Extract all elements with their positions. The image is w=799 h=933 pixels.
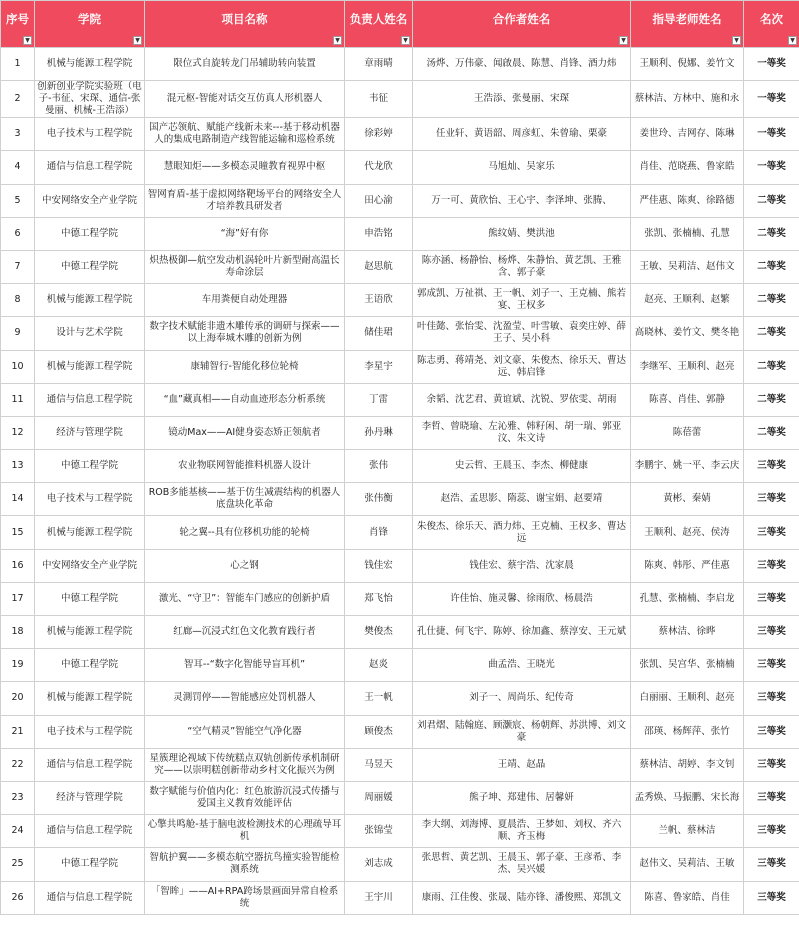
table-row xyxy=(1,48,799,81)
cell-leader: 徐彩婷 xyxy=(345,118,413,151)
cell-leader: 张伟衡 xyxy=(345,483,413,516)
cell-project: “海”好有你 xyxy=(145,217,345,250)
cell-advisors: 陈爽、韩彤、严佳惠 xyxy=(631,549,744,582)
cell-college: 机械与能源工程学院 xyxy=(35,284,145,317)
cell-no: 6 xyxy=(1,217,35,250)
cell-no: 16 xyxy=(1,549,35,582)
cell-advisors: 严佳惠、陈爽、徐路德 xyxy=(631,184,744,217)
filter-dropdown-icon[interactable]: ▼ xyxy=(732,36,741,45)
cell-college: 通信与信息工程学院 xyxy=(35,151,145,184)
table-row xyxy=(1,383,799,416)
cell-leader: 章雨晴 xyxy=(345,48,413,81)
table-row xyxy=(1,649,799,682)
cell-college: 机械与能源工程学院 xyxy=(35,682,145,715)
cell-project: 农业物联网智能推料机器人设计 xyxy=(145,450,345,483)
cell-project: ROB多能基核——基于仿生减震结构的机器人底盘块化革命 xyxy=(145,483,345,516)
cell-leader: 王语欣 xyxy=(345,284,413,317)
cell-rank: 一等奖 xyxy=(744,81,799,118)
table-row xyxy=(1,151,799,184)
cell-advisors: 兰帆、蔡林洁 xyxy=(631,815,744,848)
header-label: 负责人姓名 xyxy=(349,12,408,26)
cell-college: 中德工程学院 xyxy=(35,250,145,283)
filter-dropdown-icon[interactable]: ▼ xyxy=(788,36,797,45)
cell-rank: 三等奖 xyxy=(744,649,799,682)
cell-rank: 三等奖 xyxy=(744,483,799,516)
cell-rank: 三等奖 xyxy=(744,781,799,814)
cell-project: 限位式自旋转龙门吊辅助转向装置 xyxy=(145,48,345,81)
table-row xyxy=(1,317,799,350)
cell-partners: 王浩添、张曼丽、宋琛 xyxy=(413,81,631,118)
cell-college: 中安网络安全产业学院 xyxy=(35,184,145,217)
cell-rank: 二等奖 xyxy=(744,217,799,250)
cell-project: “空气精灵”智能空气净化器 xyxy=(145,715,345,748)
filter-dropdown-icon[interactable]: ▼ xyxy=(619,36,628,45)
cell-rank: 三等奖 xyxy=(744,516,799,549)
cell-college: 通信与信息工程学院 xyxy=(35,748,145,781)
cell-project: 轮之翼--具有位移机功能的轮椅 xyxy=(145,516,345,549)
header-advisors xyxy=(631,1,744,48)
cell-rank: 三等奖 xyxy=(744,682,799,715)
cell-partners: 钱佳宏、蔡宇浩、沈家晨 xyxy=(413,549,631,582)
cell-project: 慧眼知炬——多模态灵瞳教育视界中枢 xyxy=(145,151,345,184)
cell-advisors: 陈喜、肖佳、郭静 xyxy=(631,383,744,416)
cell-advisors: 王顺利、赵亮、侯涛 xyxy=(631,516,744,549)
cell-college: 经济与管理学院 xyxy=(35,781,145,814)
cell-partners: 熊纹婧、樊洪池 xyxy=(413,217,631,250)
cell-partners: 孔仕捷、何飞宇、陈婷、徐加鑫、蔡淳安、王元斌 xyxy=(413,616,631,649)
cell-no: 3 xyxy=(1,118,35,151)
cell-advisors: 陈喜、鲁家皓、肖佳 xyxy=(631,881,744,914)
cell-no: 11 xyxy=(1,383,35,416)
cell-college: 中德工程学院 xyxy=(35,450,145,483)
table-row xyxy=(1,184,799,217)
table-row xyxy=(1,748,799,781)
cell-project: 智航护翼——多模态航空器抗鸟撞实验智能检测系统 xyxy=(145,848,345,881)
cell-leader: 代龙欣 xyxy=(345,151,413,184)
cell-project: 智网育盾-基于虚拟网络靶场平台的网络安全人才培养教具研发者 xyxy=(145,184,345,217)
cell-project: 激光、“守卫”：智能车门感应的创新护盾 xyxy=(145,582,345,615)
cell-leader: 张锦莹 xyxy=(345,815,413,848)
table-row xyxy=(1,682,799,715)
cell-advisors: 孟秀焕、马振鹏、宋长海 xyxy=(631,781,744,814)
header-project xyxy=(145,1,345,48)
cell-partners: 史云哲、王晨玉、李杰、柳健康 xyxy=(413,450,631,483)
cell-leader: 肖锋 xyxy=(345,516,413,549)
cell-no: 26 xyxy=(1,881,35,914)
cell-no: 25 xyxy=(1,848,35,881)
table-body xyxy=(1,48,799,915)
cell-college: 电子技术与工程学院 xyxy=(35,483,145,516)
cell-rank: 三等奖 xyxy=(744,450,799,483)
cell-college: 机械与能源工程学院 xyxy=(35,616,145,649)
cell-leader: 赵炎 xyxy=(345,649,413,682)
table-row xyxy=(1,516,799,549)
cell-partners: 余韬、沈艺君、黄谊斌、沈锐、罗依雯、胡雨 xyxy=(413,383,631,416)
cell-partners: 许佳怡、施灵馨、徐雨欣、杨晨浩 xyxy=(413,582,631,615)
cell-rank: 三等奖 xyxy=(744,748,799,781)
cell-college: 中德工程学院 xyxy=(35,217,145,250)
table-row xyxy=(1,250,799,283)
cell-advisors: 张凯、张楠楠、孔慧 xyxy=(631,217,744,250)
cell-no: 4 xyxy=(1,151,35,184)
table-row xyxy=(1,118,799,151)
cell-rank: 一等奖 xyxy=(744,48,799,81)
header-label: 指导老师姓名 xyxy=(652,12,722,26)
cell-project: 数字赋能与价值内化：红色旅游沉浸式传播与爱国主义教育效能评估 xyxy=(145,781,345,814)
cell-project: 心之钢 xyxy=(145,549,345,582)
cell-partners: 陈志勇、蒋靖尧、刘文豪、朱俊杰、徐乐天、曹达远、韩启锋 xyxy=(413,350,631,383)
cell-college: 中德工程学院 xyxy=(35,848,145,881)
cell-leader: 郑飞怡 xyxy=(345,582,413,615)
cell-rank: 三等奖 xyxy=(744,616,799,649)
cell-project: 康辅智行-智能化移位轮椅 xyxy=(145,350,345,383)
cell-college: 通信与信息工程学院 xyxy=(35,383,145,416)
filter-dropdown-icon[interactable]: ▼ xyxy=(23,36,32,45)
cell-leader: 刘志成 xyxy=(345,848,413,881)
header-partners xyxy=(413,1,631,48)
cell-no: 13 xyxy=(1,450,35,483)
cell-advisors: 黄彬、秦婧 xyxy=(631,483,744,516)
cell-no: 2 xyxy=(1,81,35,118)
cell-partners: 刘子一、周尚乐、纪传奇 xyxy=(413,682,631,715)
cell-project: 数字技术赋能非遗木雕传承的调研与探索——以上海奉城木雕的创新为例 xyxy=(145,317,345,350)
table-row xyxy=(1,284,799,317)
cell-rank: 二等奖 xyxy=(744,317,799,350)
cell-project: 车用粪便自动处理器 xyxy=(145,284,345,317)
cell-college: 电子技术与工程学院 xyxy=(35,118,145,151)
cell-advisors: 蔡林洁、胡婷、李文钊 xyxy=(631,748,744,781)
cell-rank: 二等奖 xyxy=(744,350,799,383)
cell-college: 通信与信息工程学院 xyxy=(35,815,145,848)
cell-partners: 康雨、江佳俊、张晟、陆亦锋、潘俊熙、郑凯文 xyxy=(413,881,631,914)
cell-leader: 李星宇 xyxy=(345,350,413,383)
cell-no: 1 xyxy=(1,48,35,81)
cell-no: 17 xyxy=(1,582,35,615)
cell-no: 23 xyxy=(1,781,35,814)
table-row xyxy=(1,815,799,848)
cell-partners: 万一可、黄欣怡、王心宇、李泽坤、张腾、 xyxy=(413,184,631,217)
cell-partners: 熊子坤、郑建伟、居馨妍 xyxy=(413,781,631,814)
table-row xyxy=(1,848,799,881)
header-no xyxy=(1,1,35,48)
cell-partners: 马旭灿、吴家乐 xyxy=(413,151,631,184)
cell-partners: 李大纲、刘海博、夏晨浩、王梦如、刘权、齐六顺、齐玉梅 xyxy=(413,815,631,848)
cell-project: 「智眸」——AI+RPA跨场景画面异常自检系统 xyxy=(145,881,345,914)
cell-no: 20 xyxy=(1,682,35,715)
header-row xyxy=(1,1,799,48)
cell-rank: 三等奖 xyxy=(744,549,799,582)
cell-project: 国产芯领航、赋能产线新未来---基于移动机器人的集成电路制造产线智能运输和巡检系统 xyxy=(145,118,345,151)
header-label: 名次 xyxy=(760,12,783,26)
cell-no: 10 xyxy=(1,350,35,383)
cell-rank: 三等奖 xyxy=(744,848,799,881)
header-college xyxy=(35,1,145,48)
cell-partners: 李哲、曾晓瑜、左沁雅、韩籽闲、胡一瑞、郭亚汶、朱文诗 xyxy=(413,416,631,449)
cell-partners: 陈亦涵、杨静怡、杨烨、朱静怡、黄艺凯、王雅含、郭子豪 xyxy=(413,250,631,283)
cell-rank: 二等奖 xyxy=(744,383,799,416)
cell-advisors: 赵伟文、吴莉洁、王敏 xyxy=(631,848,744,881)
cell-advisors: 陈蓓蕾 xyxy=(631,416,744,449)
cell-advisors: 王敏、吴莉洁、赵伟文 xyxy=(631,250,744,283)
cell-college: 中德工程学院 xyxy=(35,649,145,682)
table-row xyxy=(1,217,799,250)
table-row xyxy=(1,483,799,516)
cell-college: 机械与能源工程学院 xyxy=(35,48,145,81)
cell-leader: 田心渝 xyxy=(345,184,413,217)
cell-project: 智耳--“数字化智能导盲耳机” xyxy=(145,649,345,682)
table-row xyxy=(1,450,799,483)
table-row xyxy=(1,881,799,914)
cell-college: 机械与能源工程学院 xyxy=(35,516,145,549)
cell-no: 22 xyxy=(1,748,35,781)
cell-advisors: 张凯、吴宫华、张楠楠 xyxy=(631,649,744,682)
filter-dropdown-icon[interactable]: ▼ xyxy=(333,36,342,45)
cell-advisors: 李继军、王顺利、赵亮 xyxy=(631,350,744,383)
cell-no: 9 xyxy=(1,317,35,350)
cell-project: 灵測罚停——智能感应处罚机器人 xyxy=(145,682,345,715)
cell-project: 镜动Max——AI健身姿态矫正领航者 xyxy=(145,416,345,449)
header-label: 项目名称 xyxy=(221,12,268,26)
cell-no: 12 xyxy=(1,416,35,449)
cell-rank: 一等奖 xyxy=(744,151,799,184)
cell-no: 21 xyxy=(1,715,35,748)
cell-advisors: 李鹏宇、姚一平、李云庆 xyxy=(631,450,744,483)
cell-leader: 申浩铭 xyxy=(345,217,413,250)
cell-advisors: 高晓林、姜竹文、樊冬艳 xyxy=(631,317,744,350)
cell-college: 创新创业学院实验班（电子-韦征、宋琛、通信-张曼丽、机械-王浩添） xyxy=(35,81,145,118)
cell-no: 19 xyxy=(1,649,35,682)
cell-advisors: 孔慧、张楠楠、李启龙 xyxy=(631,582,744,615)
cell-rank: 三等奖 xyxy=(744,881,799,914)
cell-partners: 朱俊杰、徐乐天、酒力炜、王克楠、王权多、曹达远 xyxy=(413,516,631,549)
cell-rank: 三等奖 xyxy=(744,715,799,748)
cell-no: 14 xyxy=(1,483,35,516)
cell-partners: 张思哲、黄艺凯、王晨玉、郭子豪、王彦希、李杰、吴兴媛 xyxy=(413,848,631,881)
cell-rank: 二等奖 xyxy=(744,250,799,283)
cell-partners: 王靖、赵晶 xyxy=(413,748,631,781)
filter-dropdown-icon[interactable]: ▼ xyxy=(401,36,410,45)
header-label: 序号 xyxy=(6,12,29,26)
cell-college: 设计与艺术学院 xyxy=(35,317,145,350)
table-row xyxy=(1,616,799,649)
cell-rank: 二等奖 xyxy=(744,284,799,317)
cell-leader: 马昱天 xyxy=(345,748,413,781)
cell-advisors: 蔡林洁、方林中、施和永 xyxy=(631,81,744,118)
cell-college: 电子技术与工程学院 xyxy=(35,715,145,748)
cell-project: 混元枢-智能对话交互仿真人形机器人 xyxy=(145,81,345,118)
cell-no: 8 xyxy=(1,284,35,317)
table-row xyxy=(1,416,799,449)
cell-advisors: 姜世玲、吉网存、陈琳 xyxy=(631,118,744,151)
cell-college: 中安网络安全产业学院 xyxy=(35,549,145,582)
cell-leader: 钱佳宏 xyxy=(345,549,413,582)
cell-leader: 张伟 xyxy=(345,450,413,483)
cell-advisors: 肖佳、范晓燕、鲁家皓 xyxy=(631,151,744,184)
cell-partners: 汤烨、万伟豪、闻啟晨、陈慧、肖锋、酒力炜 xyxy=(413,48,631,81)
cell-no: 7 xyxy=(1,250,35,283)
cell-no: 18 xyxy=(1,616,35,649)
cell-project: 心擎共鸣舱-基于脑电波检测技术的心理疏导耳机 xyxy=(145,815,345,848)
cell-leader: 王一帆 xyxy=(345,682,413,715)
cell-partners: 郭成凯、万祉祺、王一帆、刘子一、王克楠、熊若宴、王权多 xyxy=(413,284,631,317)
cell-no: 5 xyxy=(1,184,35,217)
cell-leader: 王宇川 xyxy=(345,881,413,914)
cell-leader: 樊俊杰 xyxy=(345,616,413,649)
cell-partners: 曲孟浩、王晓光 xyxy=(413,649,631,682)
cell-leader: 储佳珺 xyxy=(345,317,413,350)
cell-project: 星簇理论视域下传统糕点双轨创新传承机制研究——以崇明糕创新带动乡村文化振兴为例 xyxy=(145,748,345,781)
cell-advisors: 赵亮、王顺利、赵繁 xyxy=(631,284,744,317)
cell-college: 中德工程学院 xyxy=(35,582,145,615)
cell-leader: 丁雷 xyxy=(345,383,413,416)
cell-partners: 刘君熠、陆翰庭、顾灏宸、杨朝辉、苏洪博、刘文豪 xyxy=(413,715,631,748)
cell-advisors: 王顺利、倪娜、姜竹文 xyxy=(631,48,744,81)
cell-partners: 赵浩、孟思影、隋蕊、谢宝娟、赵要靖 xyxy=(413,483,631,516)
cell-college: 机械与能源工程学院 xyxy=(35,350,145,383)
cell-partners: 任业轩、黄语韶、周彦虹、朱曾瑜、栗豪 xyxy=(413,118,631,151)
table-row xyxy=(1,549,799,582)
cell-leader: 周丽媛 xyxy=(345,781,413,814)
cell-project: 炽热极御—航空发动机涡轮叶片新型耐高温长寿命涂层 xyxy=(145,250,345,283)
cell-leader: 韦征 xyxy=(345,81,413,118)
cell-rank: 二等奖 xyxy=(744,416,799,449)
cell-advisors: 邵瑛、杨辉萍、张竹 xyxy=(631,715,744,748)
table-row xyxy=(1,715,799,748)
cell-college: 通信与信息工程学院 xyxy=(35,881,145,914)
cell-leader: 顾俊杰 xyxy=(345,715,413,748)
cell-leader: 赵思航 xyxy=(345,250,413,283)
cell-project: 红廊—沉浸式红色文化教育践行者 xyxy=(145,616,345,649)
table-row xyxy=(1,582,799,615)
cell-college: 经济与管理学院 xyxy=(35,416,145,449)
filter-dropdown-icon[interactable]: ▼ xyxy=(133,36,142,45)
cell-advisors: 蔡林洁、徐晔 xyxy=(631,616,744,649)
cell-rank: 三等奖 xyxy=(744,815,799,848)
cell-rank: 三等奖 xyxy=(744,582,799,615)
table-row xyxy=(1,781,799,814)
header-label: 学院 xyxy=(78,12,101,26)
header-leader xyxy=(345,1,413,48)
table-row xyxy=(1,350,799,383)
cell-no: 15 xyxy=(1,516,35,549)
cell-no: 24 xyxy=(1,815,35,848)
cell-rank: 一等奖 xyxy=(744,118,799,151)
cell-rank: 二等奖 xyxy=(744,184,799,217)
cell-leader: 孙丹琳 xyxy=(345,416,413,449)
header-label: 合作者姓名 xyxy=(492,12,551,26)
cell-project: “血”藏真相——自动血迹形态分析系统 xyxy=(145,383,345,416)
header-rank xyxy=(744,1,799,48)
cell-partners: 叶佳懿、张怡雯、沈盈莹、叶雪敏、袁奕庄婷、薛王子、吴小科 xyxy=(413,317,631,350)
table-row xyxy=(1,81,799,118)
cell-advisors: 白丽丽、王顺利、赵亮 xyxy=(631,682,744,715)
